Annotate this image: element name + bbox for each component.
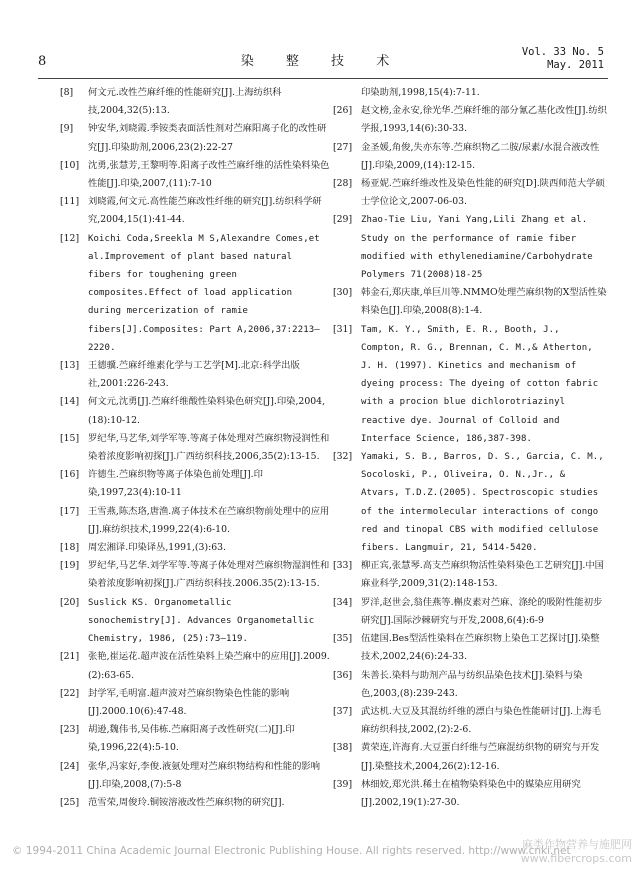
reference-number: [25]	[60, 796, 80, 808]
reference-item	[60, 794, 330, 812]
reference-number: [15]	[60, 432, 80, 444]
reference-text: 杨亚妮.苎麻纤维改性及染色性能的研究[D].陕西师范大学硕士学位论文,2007-06-03.	[361, 178, 605, 208]
reference-text: 武达机.大豆及其混纺纤维的漂白与染色性能研讨[J].上海毛麻纺织科技,2002,(2):2-6.	[361, 705, 602, 736]
reference-number: [11]	[60, 196, 80, 208]
volume-number: Vol. 33 No. 5	[521, 46, 604, 58]
reference-number: [32]	[333, 451, 353, 463]
reference-text: 许德生.苎麻织物等离子体染色前处理[J].印染,1997,23(4):10-11	[88, 469, 263, 499]
reference-item	[60, 685, 330, 721]
reference-number: [21]	[60, 651, 80, 663]
reference-item	[60, 594, 330, 649]
reference-text: 赵文榜,金永安,徐光华.苎麻纤维的部分氰乙基化改性[J].纺织学报,1993,14(6):30-33.	[361, 105, 607, 135]
reference-text: Zhao-Tie Liu, Yani Yang,Lili Zhang et al. Study on the performance of ramie fiber modified with ethylenediamine/Carbohydrate Polymers 71(2008)18-25	[361, 215, 593, 281]
reference-number: [34]	[333, 596, 353, 608]
reference-number: [13]	[60, 360, 80, 372]
reference-number: [39]	[333, 778, 353, 790]
reference-number: [37]	[333, 705, 353, 717]
reference-item	[60, 357, 330, 393]
reference-number: [10]	[60, 159, 80, 171]
reference-item	[333, 703, 608, 739]
reference-item	[60, 430, 330, 466]
reference-text: 罗纪华,马艺华.刘学军等.等离子体处理对苎麻织物湿润性和染着浓度影响初探[J].广西纺织科技.2006.35(2):13-15.	[88, 560, 330, 590]
reference-item	[60, 648, 330, 684]
reference-text: 刘晓霞,何文元.高性能苎麻改性纤维的研究[J].纺织科学研究,2004,15(1):41-44.	[88, 196, 322, 226]
reference-text: 沈勇,张慧芳,王黎明等.阳离子改性苎麻纤维的活性染料染色性能[J].印染,2007,(11):7-10	[88, 159, 330, 190]
reference-item	[333, 211, 608, 284]
reference-number: [19]	[60, 560, 80, 572]
reference-item	[60, 721, 330, 757]
reference-text: 钟安华,刘晓霞.季铵类表面活性剂对苎麻阳离子化的改性研究[J].印染助剂,2006,23(2):22-27	[88, 123, 327, 153]
reference-item	[60, 230, 330, 357]
page-number: 8	[38, 54, 47, 69]
reference-item	[333, 557, 608, 593]
watermark	[521, 838, 632, 866]
reference-item	[333, 667, 608, 703]
reference-text: 黄荣连,许海育.大豆蛋白纤维与苎麻混纺织物的研究与开发[J].染整技术,2004,26(2):12-16.	[361, 742, 600, 772]
reference-item	[333, 175, 608, 211]
reference-item	[333, 739, 608, 775]
reference-text: 何文元.改性苎麻纤维的性能研究[J].上海纺织科技,2004,32(5):13.	[88, 87, 282, 117]
page-header	[0, 0, 644, 80]
reference-text: 王德骥.苎麻纤维素化学与工艺学[M].北京:科学出版社,2001:226-243.	[88, 360, 300, 390]
reference-text: 柳正宾,张慧琴.高支苎麻织物活性染料染色工艺研究[J].中国麻业科学,2009,31(2):148-153.	[361, 560, 604, 590]
reference-item	[333, 776, 608, 812]
reference-text: 张华,冯家好,李俊.液氨处理对苎麻织物结构和性能的影响[J].印染,2008,(7):5-8	[88, 760, 320, 790]
reference-number: [22]	[60, 687, 80, 699]
reference-item	[333, 84, 608, 102]
reference-text: 印染助剂,1998,15(4):7-11.	[361, 87, 480, 98]
reference-number: [20]	[60, 596, 80, 608]
reference-number: [33]	[333, 560, 353, 572]
reference-text: Yamaki, S. B., Barros, D. S., Garcia, C. M., Socoloski, P., Oliveira, O. N.,Jr., & Atvars, T.D.Z.(2005). Spectroscopic studies of the intermolecular interactions of congo red and tinopal CBS with modified cellulose fibers. Langmuir, 21, 5414-5420.	[361, 452, 604, 554]
reference-item	[60, 758, 330, 794]
reference-text: 伍建国.Bes型活性染料在苎麻织物上染色工艺探讨[J].染整技术,2002,24(6):24-33.	[361, 633, 600, 663]
left-reference-column	[60, 84, 330, 812]
reference-number: [27]	[333, 141, 353, 153]
watermark-url: www.fibercrops.com	[520, 852, 632, 865]
reference-number: [24]	[60, 760, 80, 772]
reference-item	[333, 594, 608, 630]
reference-item	[333, 102, 608, 138]
right-reference-column	[333, 84, 608, 812]
reference-item	[60, 120, 330, 156]
reference-text: 林细姣,郑光洪.稀土在植物染料染色中的媒染应用研究[J].2002,19(1):27-30.	[361, 778, 581, 808]
reference-text: Koichi Coda,Sreekla M S,Alexandre Comes,et al.Improvement of plant based natural fibers for toughening green composites.Effect of load application during mercerization of ramie fibers[J].Composites: Part A,2006,37:2213—2220.	[88, 233, 320, 353]
reference-text: 何文元,沈勇[J].苎麻纤维酸性染料染色研究[J].印染,2004,(18):10-12.	[88, 396, 326, 426]
reference-text: 王雪燕,陈杰珞,唐渔.离子体技术在苎麻织物前处理中的应用[J].麻纺织技术,1999,22(4):6-10.	[88, 505, 330, 535]
reference-number: [36]	[333, 669, 353, 681]
reference-item	[60, 557, 330, 593]
reference-number: [8]	[60, 87, 74, 98]
reference-item	[60, 84, 330, 120]
cnki-link[interactable]: http://www.cnki.net	[468, 845, 571, 857]
reference-text: 胡逊,魏伟书,吴伟栋.苎麻阳离子改性研究(二)[J].印染,1996,22(4):5-10.	[88, 724, 295, 754]
reference-text: Tam, K. Y., Smith, E. R., Booth, J., Compton, R. G., Brennan, C. M.,& Atherton, J. H. (1997). Kinetics and mechanism of dyeing process: The dyeing of cotton fabric with a procion blue dichlorotriazinyl reactive dye. Journal of Colloid and Interface Science, 186,387-398.	[361, 324, 599, 444]
reference-item	[60, 503, 330, 539]
issue-date: May. 2011	[547, 59, 604, 71]
reference-number: [26]	[333, 105, 353, 117]
reference-number: [38]	[333, 742, 353, 754]
reference-item	[60, 539, 330, 557]
reference-item	[333, 139, 608, 175]
reference-text: 金圣媛,角俊,失亦东等.苎麻织物乙二胺/尿素/水混合液改性[J].印染,2009,(14):12-15.	[361, 141, 600, 171]
reference-number: [16]	[60, 469, 80, 481]
reference-text: 封学军,毛明富.超声波对苎麻织物染色性能的影响[J].2000.10(6):47-48.	[88, 687, 290, 717]
header-rule	[38, 78, 608, 79]
watermark-site-name: 麻类作物营养与施肥网	[522, 838, 632, 851]
reference-number: [35]	[333, 633, 353, 645]
reference-number: [29]	[333, 214, 353, 226]
reference-number: [18]	[60, 542, 80, 554]
reference-item	[60, 466, 330, 502]
reference-text: Suslick KS. Organometallic sonochemistry[J]. Advances Organometallic Chemistry, 1986, (25):73—119.	[88, 597, 315, 645]
reference-item	[333, 321, 608, 448]
reference-item	[333, 630, 608, 666]
reference-item	[60, 157, 330, 193]
reference-item	[333, 284, 608, 320]
reference-number: [14]	[60, 396, 80, 408]
reference-number: [30]	[333, 287, 353, 299]
reference-number: [28]	[333, 178, 353, 190]
reference-item	[60, 193, 330, 229]
reference-number: [23]	[60, 724, 80, 736]
reference-number: [12]	[60, 232, 80, 244]
reference-number: [9]	[60, 123, 74, 135]
copyright-notice	[12, 845, 571, 857]
reference-number: [31]	[333, 323, 353, 335]
copyright-text: © 1994-2011 China Academic Journal Electronic Publishing House. All rights reserved.	[12, 845, 465, 857]
volume-info	[522, 46, 604, 72]
journal-title: 染 整 技 术	[240, 54, 404, 69]
reference-text: 周宏湘译.印染译丛,1991,(3):63.	[88, 542, 226, 554]
reference-item	[333, 448, 608, 557]
reference-text: 范雪荣,周俊玲.铜铵溶液改性苎麻织物的研究[J].	[88, 796, 285, 808]
reference-item	[60, 393, 330, 429]
reference-text: 朱善长.染料与助剂产品与纺织品染色技术[J].染料与染色,2003,(8):239-243.	[361, 669, 583, 699]
reference-number: [17]	[60, 505, 80, 517]
reference-text: 张艳,崔运花.超声波在活性染料上染苎麻中的应用[J].2009.(2):63-65.	[88, 651, 330, 681]
reference-text: 罗纪华,马艺华,刘学军等.等离子体处理对苎麻织物浸润性和染着浓度影响初探[J].广西纺织科技,2006,35(2):13-15.	[88, 432, 330, 463]
reference-text: 韩金石,郑庆康,单巨川等.NMMO处理苎麻织物的X型活性染料染色[J].印染,2008(8):1-4.	[361, 287, 607, 317]
reference-text: 罗洋,赵世会,翁佳燕等.槲皮素对苎麻、涤纶的吸附性能初步研究[J].国际沙棘研究与开发,2008,6(4):6-9	[361, 596, 603, 626]
